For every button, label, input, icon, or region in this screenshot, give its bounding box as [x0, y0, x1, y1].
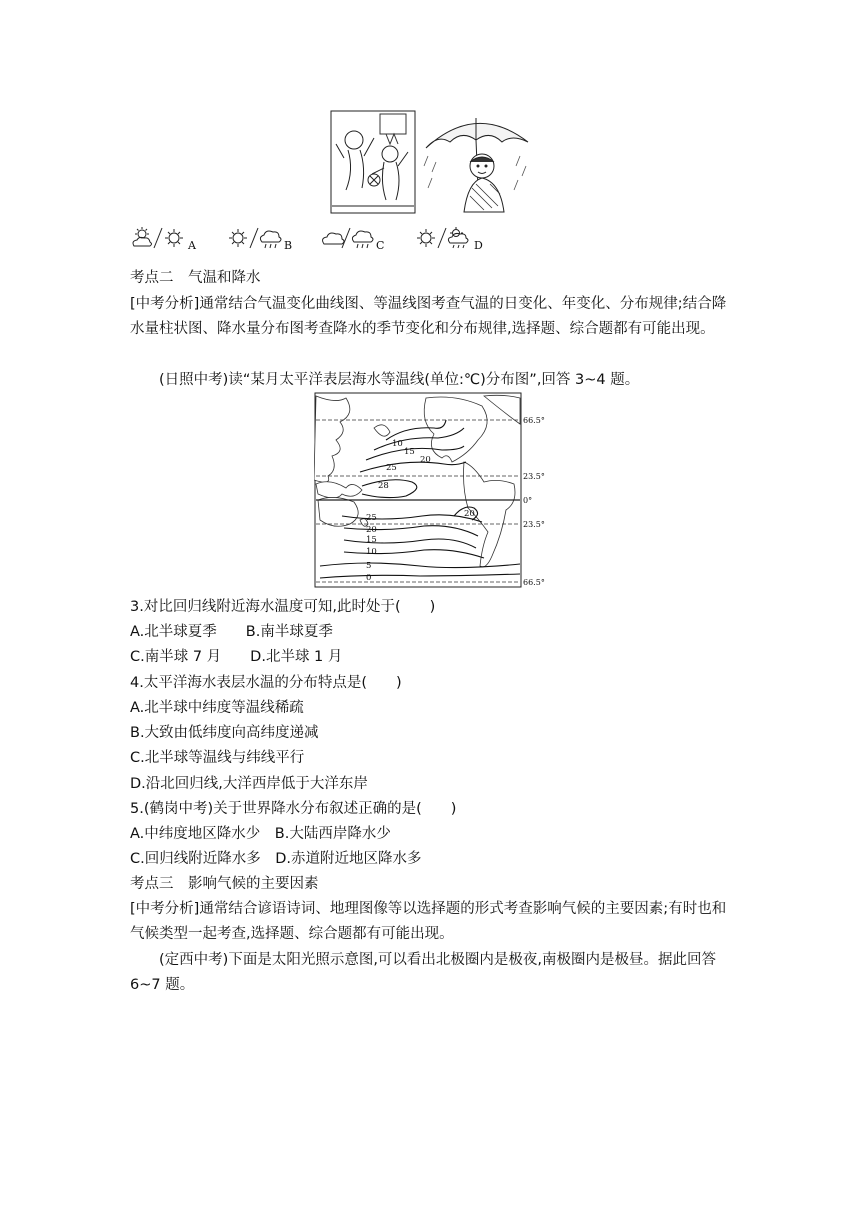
cloud-rain-icon — [260, 231, 281, 248]
option-letter: C — [376, 239, 385, 252]
isotherm-label: 25 — [366, 513, 377, 523]
question-5-options-line-1: A.中纬度地区降水少 B.大陆西岸降水少 — [130, 826, 391, 842]
latitude-labels — [523, 416, 545, 587]
option-letter: A — [188, 239, 196, 252]
option-letter: B — [284, 239, 293, 252]
weather-option-a — [130, 226, 196, 252]
isotherm-label: 15 — [366, 535, 377, 545]
question-4-option-b: B.大致由低纬度向高纬度递减 — [130, 725, 319, 741]
pacific-isotherm-map — [314, 392, 554, 590]
latitude-label: 0° — [523, 496, 533, 505]
cloud-rain-icon — [352, 231, 373, 248]
isotherm-label: 28 — [378, 481, 389, 491]
isotherm-label: 20 — [420, 455, 431, 465]
latitude-label: 66.5° — [523, 416, 545, 425]
question-3-options-line-2: C.南半球 7 月 D.北半球 1 月 — [130, 649, 343, 665]
isotherm-label: 25 — [386, 463, 397, 473]
latitude-label: 23.5° — [523, 472, 545, 481]
question-4-option-a: A.北半球中纬度等温线稀疏 — [130, 700, 304, 716]
question-5-options-line-2: C.回归线附近降水多 D.赤道附近地区降水多 — [130, 851, 422, 867]
weather-option-b — [228, 226, 293, 252]
question-3-options-line-1: A.北半球夏季 B.南半球夏季 — [130, 624, 333, 640]
section3-analysis: [中考分析]通常结合谚语诗词、地理图像等以选择题的形式考查影响气候的主要因素;有时也和气候类型一起考查,选择题、综合题都有可能出现。 — [130, 901, 727, 942]
isotherm-label: 20 — [464, 509, 475, 519]
sunny-icon — [229, 229, 247, 247]
isotherm-label: 10 — [366, 547, 377, 557]
isotherm-label: 10 — [392, 439, 403, 449]
weather-option-c — [320, 226, 385, 252]
question-5-stem: 5.(鹤岗中考)关于世界降水分布叙述正确的是( ) — [130, 801, 457, 817]
rain-umbrella-cartoon — [420, 108, 534, 214]
question-4-option-c: C.北半球等温线与纬线平行 — [130, 750, 305, 766]
basketball-cartoon — [330, 110, 416, 214]
sunny-icon — [417, 229, 435, 247]
question-4-option-d: D.沿北回归线,大洋西岸低于大洋东岸 — [130, 776, 368, 792]
section3-heading: 考点三 影响气候的主要因素 — [130, 876, 319, 892]
isotherm-label: 5 — [366, 561, 372, 571]
section2-heading: 考点二 气温和降水 — [130, 270, 261, 286]
section2-analysis: [中考分析]通常结合气温变化曲线图、等温线图考查气温的日变化、年变化、分布规律;结合降水量柱状图、降水量分布图考查降水的季节变化和分布规律,选择题、综合题都有可能出现。 — [130, 296, 727, 337]
question-4-stem: 4.太平洋海水表层水温的分布特点是( ) — [130, 675, 402, 691]
latitude-label: 23.5° — [523, 520, 545, 529]
sunny-icon — [165, 229, 183, 247]
question-3-stem: 3.对比回归线附近海水温度可知,此时处于( ) — [130, 599, 436, 615]
section2-intro: (日照中考)读“某月太平洋表层海水等温线(单位:℃)分布图”,回答 3~4 题。 — [159, 372, 640, 388]
sunny-cloudy-icon — [133, 227, 152, 246]
isotherm-label: 15 — [404, 447, 415, 457]
sunny-cloudy-rain-icon — [448, 227, 468, 248]
section3-intro: (定西中考)下面是太阳光照示意图,可以看出北极圈内是极夜,南极圈内是极昼。据此回答 6~7 题。 — [130, 952, 717, 993]
latitude-label: 66.5° — [523, 578, 545, 587]
option-letter: D — [474, 239, 483, 252]
isotherm-label: 0 — [366, 573, 372, 583]
cloudy-icon — [323, 233, 344, 244]
isotherm-label: 20 — [366, 525, 377, 535]
weather-option-d — [416, 226, 483, 252]
